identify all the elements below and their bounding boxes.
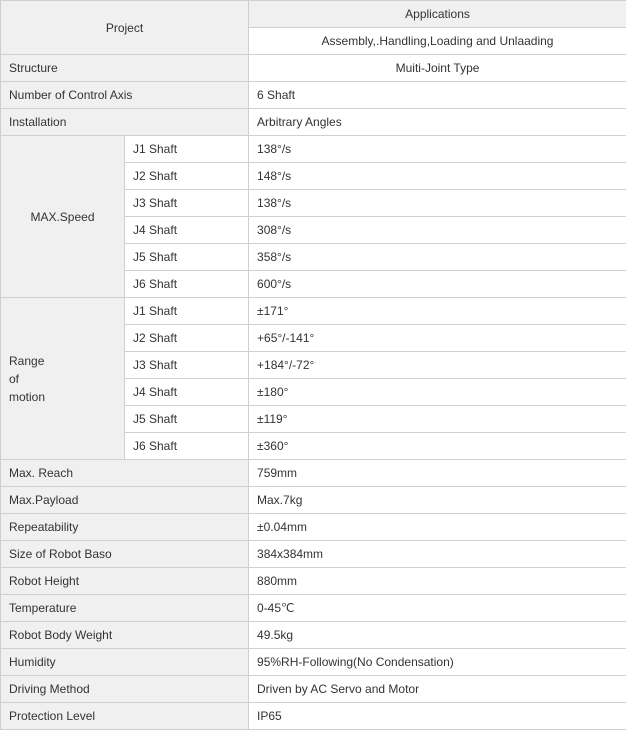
max-speed-label: MAX.Speed xyxy=(1,136,125,298)
project-header: Project xyxy=(1,1,249,55)
range-value: +184°/-72° xyxy=(249,352,626,379)
installation-label: Installation xyxy=(1,109,249,136)
spec-label: Protection Level xyxy=(1,703,249,730)
spec-value: Max.7kg xyxy=(249,487,626,514)
range-label-line: Range xyxy=(9,353,45,368)
speed-value: 138°/s xyxy=(249,136,626,163)
applications-header: Applications xyxy=(249,1,626,28)
spec-label: Max. Reach xyxy=(1,460,249,487)
speed-value: 600°/s xyxy=(249,271,626,298)
structure-value: Muiti-Joint Type xyxy=(249,55,626,82)
range-shaft-label: J5 Shaft xyxy=(125,406,249,433)
range-value: ±180° xyxy=(249,379,626,406)
spec-value: 384x384mm xyxy=(249,541,626,568)
spec-value: 759mm xyxy=(249,460,626,487)
speed-shaft-label: J6 Shaft xyxy=(125,271,249,298)
spec-value: 0-45℃ xyxy=(249,595,626,622)
speed-shaft-label: J1 Shaft xyxy=(125,136,249,163)
control-axis-value: 6 Shaft xyxy=(249,82,626,109)
spec-value: Driven by AC Servo and Motor xyxy=(249,676,626,703)
spec-value: ±0.04mm xyxy=(249,514,626,541)
range-shaft-label: J6 Shaft xyxy=(125,433,249,460)
spec-value: 49.5kg xyxy=(249,622,626,649)
speed-shaft-label: J2 Shaft xyxy=(125,163,249,190)
control-axis-label: Number of Control Axis xyxy=(1,82,249,109)
spec-label: Driving Method xyxy=(1,676,249,703)
range-value: +65°/-141° xyxy=(249,325,626,352)
spec-label: Repeatability xyxy=(1,514,249,541)
spec-value: IP65 xyxy=(249,703,626,730)
speed-value: 138°/s xyxy=(249,190,626,217)
spec-label: Robot Height xyxy=(1,568,249,595)
spec-label: Humidity xyxy=(1,649,249,676)
range-value: ±119° xyxy=(249,406,626,433)
spec-label: Max.Payload xyxy=(1,487,249,514)
spec-label: Temperature xyxy=(1,595,249,622)
range-label-line: of xyxy=(9,371,20,386)
range-shaft-label: J2 Shaft xyxy=(125,325,249,352)
speed-value: 308°/s xyxy=(249,217,626,244)
spec-label: Size of Robot Baso xyxy=(1,541,249,568)
range-label-line: motion xyxy=(9,389,46,404)
range-value: ±171° xyxy=(249,298,626,325)
range-shaft-label: J4 Shaft xyxy=(125,379,249,406)
structure-label: Structure xyxy=(1,55,249,82)
range-of-motion-label xyxy=(1,298,125,460)
spec-value: 880mm xyxy=(249,568,626,595)
range-value: ±360° xyxy=(249,433,626,460)
spec-value: 95%RH-Following(No Condensation) xyxy=(249,649,626,676)
range-shaft-label: J3 Shaft xyxy=(125,352,249,379)
applications-value: Assembly,.Handling,Loading and Unlaading xyxy=(249,28,626,55)
range-shaft-label: J1 Shaft xyxy=(125,298,249,325)
speed-value: 358°/s xyxy=(249,244,626,271)
spec-label: Robot Body Weight xyxy=(1,622,249,649)
speed-shaft-label: J4 Shaft xyxy=(125,217,249,244)
speed-shaft-label: J3 Shaft xyxy=(125,190,249,217)
speed-value: 148°/s xyxy=(249,163,626,190)
installation-value: Arbitrary Angles xyxy=(249,109,626,136)
speed-shaft-label: J5 Shaft xyxy=(125,244,249,271)
